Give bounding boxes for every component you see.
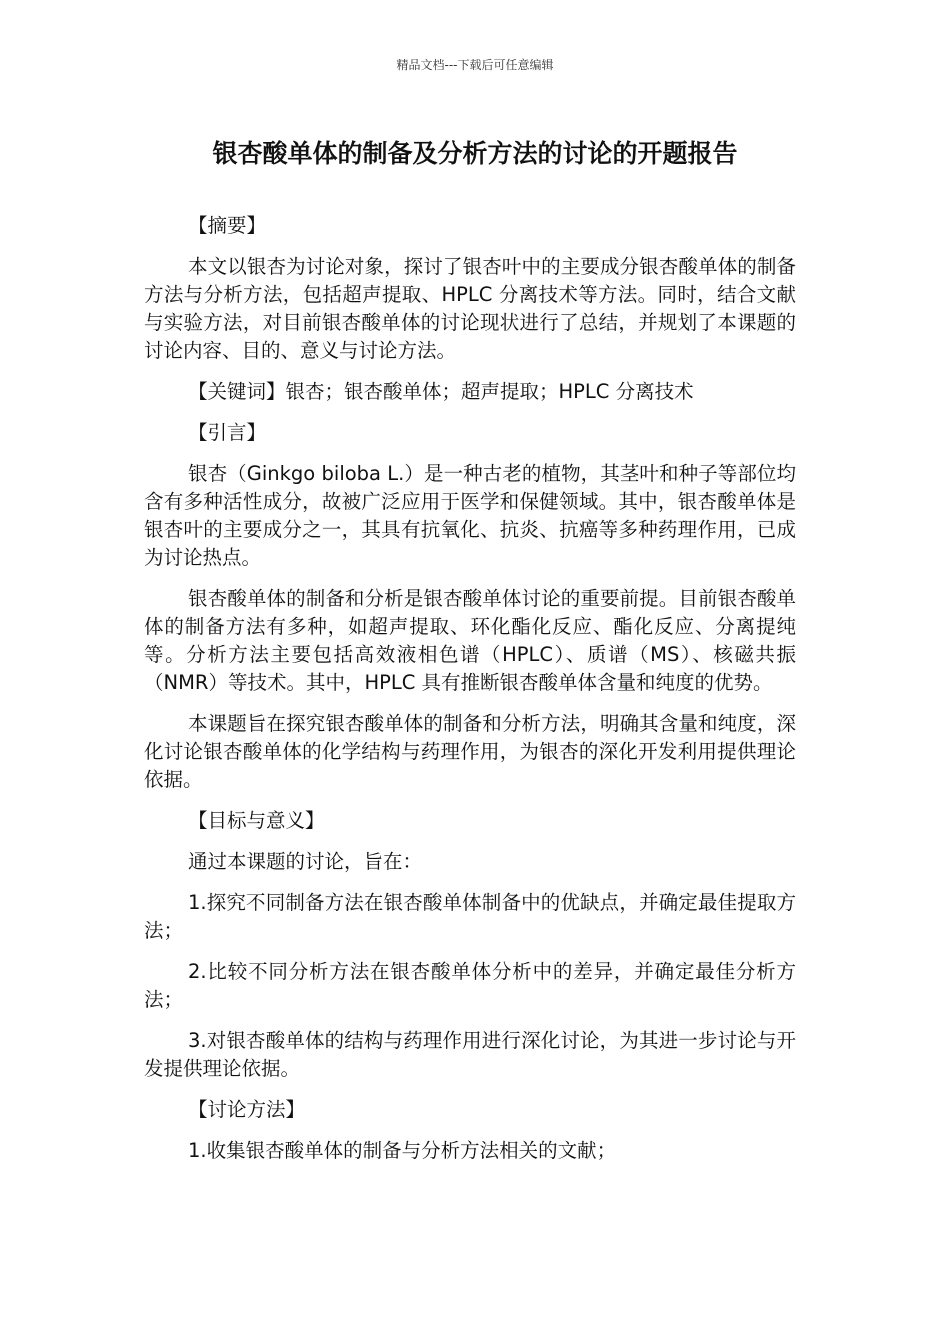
goal-item-1: 1.探究不同制备方法在银杏酸单体制备中的优缺点，并确定最佳提取方法； xyxy=(144,891,796,942)
method-heading: 【讨论方法】 xyxy=(188,1098,306,1121)
goal-intro: 通过本课题的讨论，旨在： xyxy=(188,850,423,873)
keywords-line: 【关键词】银杏；银杏酸单体；超声提取；HPLC 分离技术 xyxy=(188,380,694,403)
intro-paragraph-3: 本课题旨在探究银杏酸单体的制备和分析方法，明确其含量和纯度，深化讨论银杏酸单体的化学结构与药理作用，为银杏的深化开发利用提供理论依据。 xyxy=(144,712,796,791)
document-body xyxy=(144,212,796,1178)
intro-paragraph-2: 银杏酸单体的制备和分析是银杏酸单体讨论的重要前提。目前银杏酸单体的制备方法有多种，如超声提取、环化酯化反应、酯化反应、分离提纯等。分析方法主要包括高效液相色谱（HPLC）、质谱（MS）、核磁共振（NMR）等技术。其中，HPLC 具有推断银杏酸单体含量和纯度的优势。 xyxy=(144,587,796,694)
goal-item-2: 2.比较不同分析方法在银杏酸单体分析中的差异，并确定最佳分析方法； xyxy=(144,960,796,1011)
method-item-1: 1.收集银杏酸单体的制备与分析方法相关的文献； xyxy=(188,1139,617,1162)
page-header-note: 精品文档---下载后可任意编辑 xyxy=(396,58,554,72)
abstract-heading: 【摘要】 xyxy=(188,214,267,237)
goal-heading: 【目标与意义】 xyxy=(188,809,325,832)
intro-heading: 【引言】 xyxy=(188,421,267,444)
document-title: 银杏酸单体的制备及分析方法的讨论的开题报告 xyxy=(212,139,738,168)
intro-paragraph-1: 银杏（Ginkgo biloba L.）是一种古老的植物，其茎叶和种子等部位均含有多种活性成分，故被广泛应用于医学和保健领域。其中，银杏酸单体是银杏叶的主要成分之一，其具有抗氧化、抗炎、抗癌等多种药理作用，已成为讨论热点。 xyxy=(144,462,796,569)
goal-item-3: 3.对银杏酸单体的结构与药理作用进行深化讨论，为其进一步讨论与开发提供理论依据。 xyxy=(144,1029,796,1080)
abstract-paragraph: 本文以银杏为讨论对象，探讨了银杏叶中的主要成分银杏酸单体的制备方法与分析方法，包括超声提取、HPLC 分离技术等方法。同时，结合文献与实验方法，对目前银杏酸单体的讨论现状进行了总结，并规划了本课题的讨论内容、目的、意义与讨论方法。 xyxy=(144,255,796,362)
